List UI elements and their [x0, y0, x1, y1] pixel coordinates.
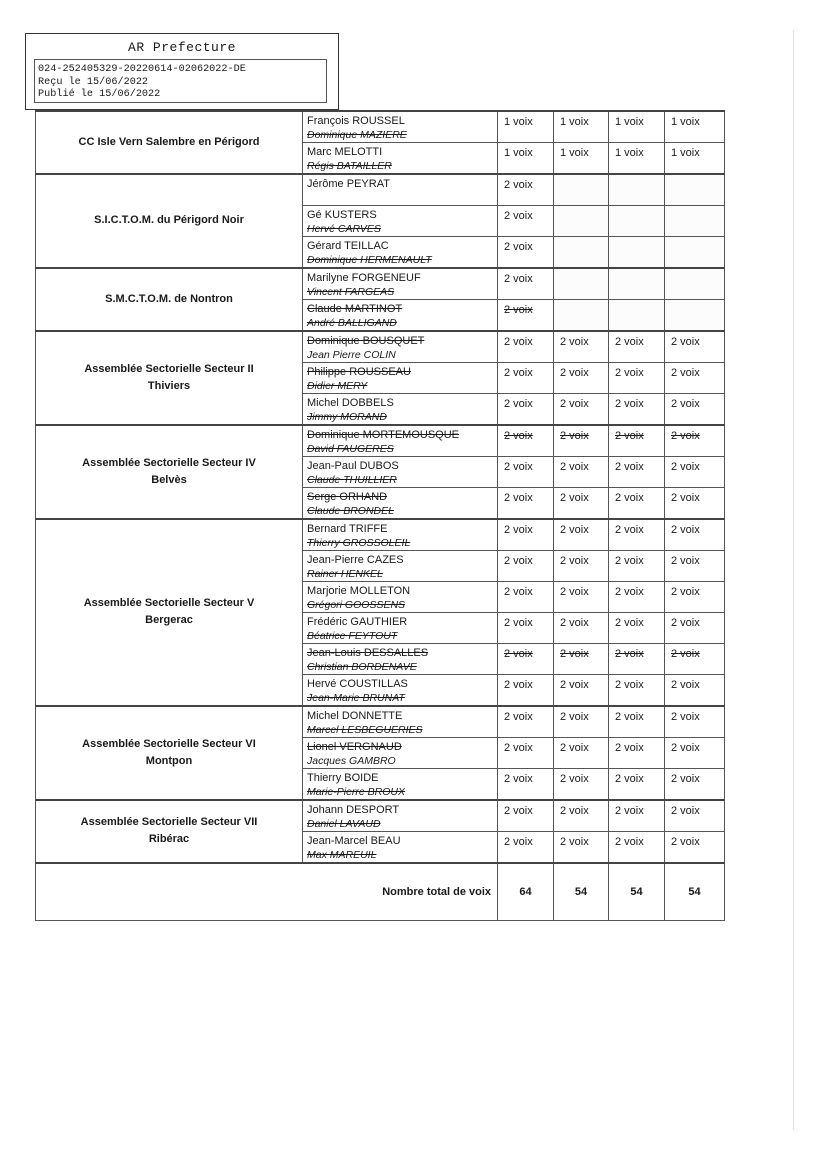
table-row — [36, 111, 725, 143]
vote-count: 2 voix — [609, 768, 665, 800]
vote-count — [554, 299, 609, 331]
stamp-reference: 024-252405329-20220614-02062022-DE — [38, 64, 246, 75]
vote-count: 2 voix — [609, 612, 665, 643]
vote-count: 2 voix — [498, 456, 554, 487]
titular-delegate-name: Claude MARTINOT — [307, 302, 403, 315]
delegate-cell — [303, 143, 498, 175]
vote-count: 2 voix — [609, 456, 665, 487]
vote-count: 1 voix — [665, 143, 725, 175]
vote-count: 2 voix — [498, 205, 554, 236]
delegate-cell — [303, 111, 498, 143]
table-row — [36, 706, 725, 738]
organization-name-line: CC Isle Vern Salembre en Périgord — [78, 136, 260, 148]
delegates-table — [35, 110, 725, 921]
delegate-cell — [303, 174, 498, 205]
organization-name-line: Bergerac — [145, 614, 193, 626]
vote-count: 2 voix — [498, 362, 554, 393]
vote-count: 2 voix — [498, 236, 554, 268]
vote-count: 2 voix — [665, 768, 725, 800]
titular-delegate-name: Hervé COUSTILLAS — [307, 677, 408, 690]
organization-name-line: Assemblée Sectorielle Secteur VII — [80, 816, 258, 828]
vote-count: 2 voix — [498, 299, 554, 331]
vote-count: 2 voix — [665, 643, 725, 674]
vote-count: 2 voix — [609, 487, 665, 519]
table-row — [36, 268, 725, 300]
delegate-cell — [303, 268, 498, 300]
vote-count: 2 voix — [665, 456, 725, 487]
deputy-delegate-name: Jacques GAMBRO — [307, 754, 396, 767]
titular-delegate-name: Jean-Louis DESSALLES — [307, 646, 429, 659]
vote-count: 2 voix — [554, 393, 609, 425]
vote-count: 2 voix — [498, 487, 554, 519]
titular-delegate-name: François ROUSSEL — [307, 115, 405, 127]
delegate-cell — [303, 236, 498, 268]
titular-delegate-name: Bernard TRIFFE — [307, 522, 388, 535]
vote-count — [554, 174, 609, 205]
vote-count — [554, 268, 609, 300]
organization-name-line: Montpon — [145, 754, 193, 767]
titular-delegate-name: Marilyne FORGENEUF — [307, 271, 421, 284]
organization-name — [36, 519, 303, 706]
vote-count: 1 voix — [609, 143, 665, 175]
delegate-cell — [303, 519, 498, 551]
table-row — [36, 331, 725, 363]
deputy-delegate-name: Marie-Pierre BROUX — [307, 785, 406, 798]
delegate-cell — [303, 456, 498, 487]
vote-count: 2 voix — [609, 581, 665, 612]
vote-count: 2 voix — [498, 393, 554, 425]
vote-count: 2 voix — [554, 800, 609, 832]
titular-delegate-name: Thierry BOIDE — [307, 771, 379, 784]
vote-count: 2 voix — [665, 831, 725, 863]
vote-count — [665, 174, 725, 205]
vote-count: 2 voix — [609, 362, 665, 393]
stamp-details — [34, 59, 327, 103]
deputy-delegate-name: Christian BORDENAVE — [307, 660, 417, 673]
deputy-delegate-name: Max MAREUIL — [307, 848, 377, 861]
vote-count — [609, 205, 665, 236]
vote-count — [609, 268, 665, 300]
deputy-delegate-name: Jean-Marie BRUNAT — [307, 691, 405, 704]
organization-name — [36, 706, 303, 800]
delegate-cell — [303, 581, 498, 612]
organization-name-line: S.M.C.T.O.M. de Nontron — [105, 292, 233, 305]
total-value: 54 — [609, 863, 665, 921]
organization-name — [36, 268, 303, 331]
vote-count: 2 voix — [554, 581, 609, 612]
organization-name — [36, 331, 303, 425]
vote-count: 2 voix — [665, 519, 725, 551]
vote-count: 2 voix — [609, 550, 665, 581]
titular-delegate-name: Lionel VERGNAUD — [307, 740, 402, 753]
delegate-cell — [303, 706, 498, 738]
vote-count: 2 voix — [665, 550, 725, 581]
vote-count: 2 voix — [609, 331, 665, 363]
ar-prefecture-stamp — [25, 33, 339, 110]
titular-delegate-name: Johann DESPORT — [307, 803, 400, 816]
vote-count: 2 voix — [498, 612, 554, 643]
deputy-delegate-name: André BALLIGAND — [307, 316, 397, 329]
scan-edge-line — [793, 30, 794, 1130]
titular-delegate-name: Jean-Paul DUBOS — [307, 459, 399, 472]
titular-delegate-name: Dominique BOUSQUET — [307, 334, 425, 347]
titular-delegate-name: Frédéric GAUTHIER — [307, 615, 408, 628]
delegate-cell — [303, 362, 498, 393]
titular-delegate-name: Dominique MORTEMOUSQUE — [307, 428, 459, 441]
vote-count: 2 voix — [498, 174, 554, 205]
vote-count: 2 voix — [665, 487, 725, 519]
vote-count: 2 voix — [665, 581, 725, 612]
vote-count: 2 voix — [554, 674, 609, 706]
vote-count: 2 voix — [498, 581, 554, 612]
titular-delegate-name: Gérard TEILLAC — [307, 239, 389, 252]
vote-count: 2 voix — [498, 800, 554, 832]
deputy-delegate-name: Jimmy MORAND — [307, 410, 387, 423]
vote-count: 2 voix — [554, 550, 609, 581]
vote-count: 2 voix — [498, 268, 554, 300]
delegate-cell — [303, 299, 498, 331]
vote-count: 1 voix — [665, 111, 725, 143]
vote-count: 2 voix — [498, 519, 554, 551]
delegate-cell — [303, 487, 498, 519]
vote-count: 2 voix — [554, 768, 609, 800]
deputy-delegate-name: Jean Pierre COLIN — [307, 348, 396, 361]
vote-count: 1 voix — [498, 143, 554, 175]
table-row — [36, 425, 725, 457]
vote-count: 2 voix — [554, 331, 609, 363]
vote-count: 2 voix — [498, 643, 554, 674]
table-row — [36, 174, 725, 205]
delegate-cell — [303, 800, 498, 832]
deputy-delegate-name: Claude THUILLIER — [307, 473, 397, 486]
deputy-delegate-name: Dominique HERMENAULT — [307, 253, 432, 266]
delegate-cell — [303, 768, 498, 800]
vote-count: 2 voix — [554, 643, 609, 674]
organization-name-line: Assemblée Sectorielle Secteur V — [83, 597, 255, 609]
vote-count: 2 voix — [609, 737, 665, 768]
vote-count — [665, 299, 725, 331]
deputy-delegate-name: Grégori GOOSSENS — [307, 598, 406, 611]
vote-count: 2 voix — [609, 425, 665, 457]
vote-count: 2 voix — [609, 831, 665, 863]
stamp-title: AR Prefecture — [128, 40, 236, 55]
organization-name-line: Belvès — [151, 473, 187, 486]
vote-count: 2 voix — [498, 550, 554, 581]
vote-count: 2 voix — [498, 674, 554, 706]
delegate-cell — [303, 831, 498, 863]
deputy-delegate-name: Didier MERY — [307, 379, 368, 392]
vote-count: 2 voix — [498, 331, 554, 363]
vote-count: 2 voix — [554, 362, 609, 393]
titular-delegate-name: Jean-Marcel BEAU — [307, 834, 401, 847]
deputy-delegate-name: Dominique MAZIERE — [307, 129, 407, 141]
titular-delegate-name: Marjorie MOLLETON — [307, 584, 411, 597]
vote-count: 2 voix — [665, 737, 725, 768]
table-row — [36, 800, 725, 832]
delegate-cell — [303, 674, 498, 706]
vote-count: 2 voix — [498, 831, 554, 863]
stamp-published-date: Publié le 15/06/2022 — [38, 89, 161, 100]
titular-delegate-name: Jérôme PEYRAT — [307, 178, 390, 190]
deputy-delegate-name: David FAUGERES — [307, 442, 394, 455]
vote-count: 2 voix — [665, 612, 725, 643]
vote-count: 2 voix — [554, 487, 609, 519]
vote-count: 1 voix — [498, 111, 554, 143]
delegate-cell — [303, 643, 498, 674]
vote-count: 2 voix — [554, 456, 609, 487]
organization-name-line: S.I.C.T.O.M. du Périgord Noir — [94, 214, 244, 227]
vote-count: 2 voix — [554, 737, 609, 768]
titular-delegate-name: Michel DONNETTE — [307, 709, 403, 722]
vote-count — [665, 236, 725, 268]
vote-count: 2 voix — [609, 800, 665, 832]
total-row — [36, 863, 725, 921]
titular-delegate-name: Michel DOBBELS — [307, 396, 394, 409]
total-label: Nombre total de voix — [36, 863, 498, 921]
deputy-delegate-name: Régis BATAILLER — [307, 160, 392, 172]
vote-count: 2 voix — [609, 643, 665, 674]
deputy-delegate-name: Hervé CARVES — [307, 222, 381, 235]
organization-name-line: Ribérac — [148, 833, 190, 845]
vote-count — [665, 205, 725, 236]
deputy-delegate-name: Rainer HENKEL — [307, 567, 383, 580]
delegates-table-body — [36, 111, 725, 863]
vote-count: 2 voix — [554, 519, 609, 551]
deputy-delegate-name: Marcel LESBEGUERIES — [307, 723, 423, 736]
delegate-cell — [303, 737, 498, 768]
vote-count: 2 voix — [665, 393, 725, 425]
vote-count: 1 voix — [609, 111, 665, 143]
total-value: 64 — [498, 863, 554, 921]
vote-count: 1 voix — [554, 111, 609, 143]
titular-delegate-name: Jean-Pierre CAZES — [307, 553, 404, 566]
stamp-received-date: Reçu le 15/06/2022 — [38, 76, 149, 88]
vote-count: 2 voix — [609, 706, 665, 738]
vote-count: 2 voix — [554, 706, 609, 738]
vote-count — [554, 236, 609, 268]
vote-count: 2 voix — [554, 612, 609, 643]
vote-count: 2 voix — [665, 362, 725, 393]
vote-count: 2 voix — [554, 425, 609, 457]
organization-name-line: Assemblée Sectorielle Secteur II — [84, 362, 254, 375]
titular-delegate-name: Marc MELOTTI — [307, 146, 383, 158]
vote-count: 2 voix — [665, 425, 725, 457]
vote-count: 2 voix — [498, 737, 554, 768]
organization-name — [36, 111, 303, 174]
titular-delegate-name: Serge ORHAND — [307, 490, 388, 503]
organization-name-line: Thiviers — [147, 379, 191, 392]
titular-delegate-name: Philippe ROUSSEAU — [307, 365, 411, 378]
vote-count — [665, 268, 725, 300]
vote-count: 2 voix — [609, 674, 665, 706]
deputy-delegate-name: Claude BRONDEL — [307, 504, 394, 517]
organization-name-line: Assemblée Sectorielle Secteur IV — [82, 456, 256, 469]
vote-count: 2 voix — [498, 768, 554, 800]
vote-count — [609, 299, 665, 331]
total-value: 54 — [665, 863, 725, 921]
vote-count: 1 voix — [554, 143, 609, 175]
delegate-cell — [303, 331, 498, 363]
delegate-cell — [303, 205, 498, 236]
titular-delegate-name: Gé KUSTERS — [307, 208, 377, 221]
delegate-cell — [303, 425, 498, 457]
vote-count: 2 voix — [665, 706, 725, 738]
deputy-delegate-name: Thierry GROSSOLEIL — [307, 536, 411, 549]
delegate-cell — [303, 612, 498, 643]
vote-count — [609, 236, 665, 268]
organization-name — [36, 174, 303, 268]
vote-count — [554, 205, 609, 236]
deputy-delegate-name: Daniel LAVAUD — [307, 817, 381, 830]
deputy-delegate-name: Vincent FARGEAS — [307, 285, 395, 298]
vote-count: 2 voix — [665, 800, 725, 832]
vote-count: 2 voix — [609, 519, 665, 551]
delegate-cell — [303, 393, 498, 425]
vote-count: 2 voix — [665, 331, 725, 363]
organization-name — [36, 800, 303, 863]
vote-count: 2 voix — [498, 706, 554, 738]
delegate-cell — [303, 550, 498, 581]
vote-count — [609, 174, 665, 205]
organization-name-line: Assemblée Sectorielle Secteur VI — [82, 737, 256, 750]
table-row — [36, 519, 725, 551]
organization-name — [36, 425, 303, 519]
vote-count: 2 voix — [665, 674, 725, 706]
total-value: 54 — [554, 863, 609, 921]
vote-count: 2 voix — [498, 425, 554, 457]
vote-count: 2 voix — [554, 831, 609, 863]
vote-count: 2 voix — [609, 393, 665, 425]
deputy-delegate-name: Béatrice FEYTOUT — [307, 629, 398, 642]
